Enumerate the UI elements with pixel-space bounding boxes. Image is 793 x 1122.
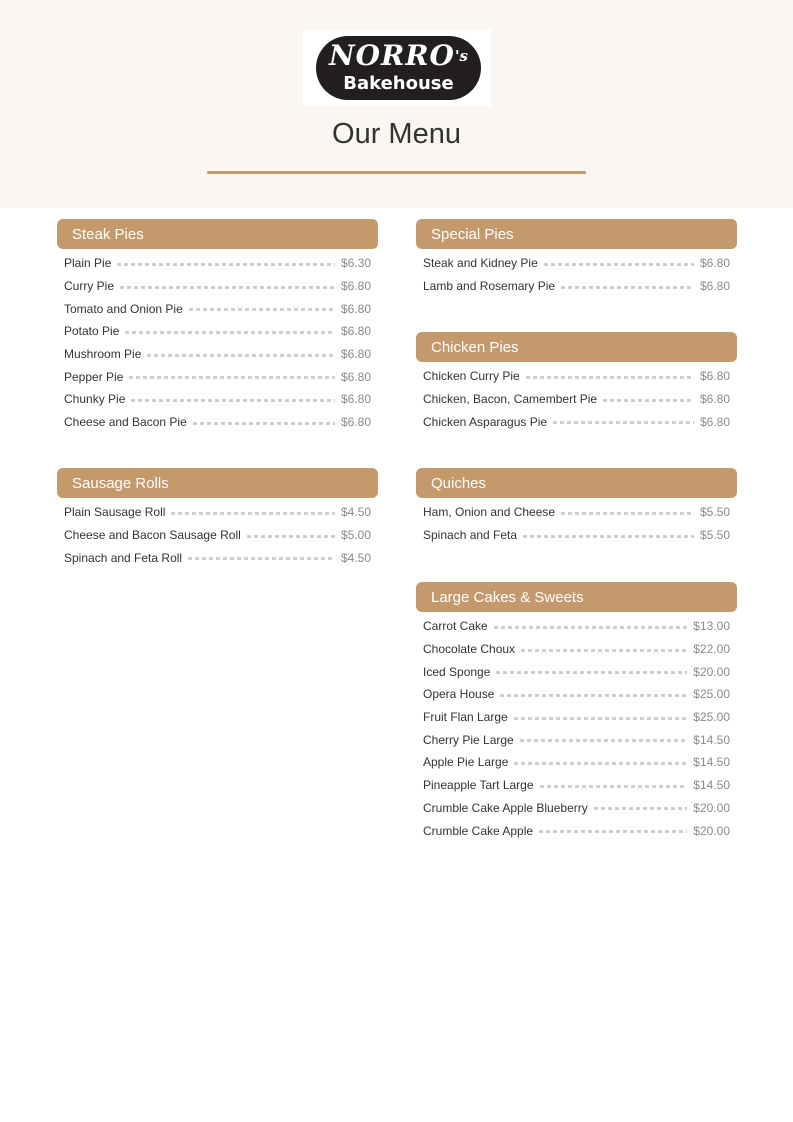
logo-badge — [316, 36, 481, 100]
dot-leader — [120, 286, 335, 289]
item-name: Pineapple Tart Large — [423, 778, 534, 793]
item-price: $6.80 — [340, 347, 371, 362]
dot-leader — [188, 557, 335, 560]
item-price: $6.80 — [340, 415, 371, 430]
item-price: $5.50 — [699, 505, 730, 520]
section-heading: Quiches — [416, 468, 737, 498]
menu-item — [416, 410, 737, 433]
item-name: Spinach and Feta — [423, 528, 518, 543]
item-price: $5.00 — [340, 528, 371, 543]
dot-leader — [523, 535, 694, 538]
section-quiches — [416, 468, 737, 546]
page-header — [0, 0, 793, 208]
item-price: $6.80 — [340, 301, 371, 316]
item-price: $14.50 — [693, 778, 730, 793]
item-name: Mushroom Pie — [64, 347, 142, 362]
dot-leader — [147, 354, 335, 357]
item-price: $6.80 — [699, 392, 730, 407]
item-price: $4.50 — [340, 505, 371, 520]
dot-leader — [561, 286, 694, 289]
item-price: $20.00 — [693, 800, 730, 815]
item-name: Curry Pie — [64, 279, 115, 294]
menu-item — [416, 706, 737, 729]
item-name: Tomato and Onion Pie — [64, 301, 183, 316]
section-sausage-rolls — [57, 468, 378, 569]
menu-item — [416, 501, 737, 524]
dot-leader — [171, 512, 335, 515]
dot-leader — [594, 807, 688, 810]
dot-leader — [544, 263, 694, 266]
item-name: Chicken, Bacon, Camembert Pie — [423, 392, 598, 407]
item-price: $6.80 — [699, 414, 730, 429]
menu-item — [57, 524, 378, 547]
menu-item — [57, 546, 378, 569]
dot-leader — [131, 399, 335, 402]
section-heading: Large Cakes & Sweets — [416, 582, 737, 612]
menu-item — [416, 751, 737, 774]
item-name: Chunky Pie — [64, 392, 126, 407]
dot-leader — [514, 717, 688, 720]
item-name: Steak and Kidney Pie — [423, 256, 538, 271]
menu-item — [416, 797, 737, 820]
item-price: $20.00 — [693, 664, 730, 679]
item-price: $22.00 — [693, 642, 730, 657]
menu-item — [416, 660, 737, 683]
menu-item — [57, 297, 378, 320]
menu-item — [57, 320, 378, 343]
item-price: $6.80 — [699, 279, 730, 294]
section-heading: Sausage Rolls — [57, 468, 378, 498]
item-name: Chicken Asparagus Pie — [423, 414, 548, 429]
item-price: $14.50 — [693, 732, 730, 747]
item-price: $6.80 — [340, 392, 371, 407]
item-price: $6.80 — [340, 279, 371, 294]
item-name: Carrot Cake — [423, 619, 488, 634]
section-heading: Special Pies — [416, 219, 737, 249]
dot-leader — [189, 308, 335, 311]
menu-item — [416, 774, 737, 797]
item-name: Cheese and Bacon Pie — [64, 415, 187, 430]
dot-leader — [496, 671, 687, 674]
dot-leader — [526, 376, 694, 379]
item-name: Cherry Pie Large — [423, 732, 514, 747]
menu-item — [416, 388, 737, 411]
dot-leader — [514, 762, 687, 765]
item-name: Ham, Onion and Cheese — [423, 505, 556, 520]
section-steak-pies — [57, 219, 378, 434]
menu-item — [57, 343, 378, 366]
menu-item — [416, 819, 737, 842]
menu-item — [416, 524, 737, 547]
item-name: Plain Pie — [64, 256, 112, 271]
item-price: $4.50 — [340, 550, 371, 565]
item-name: Cheese and Bacon Sausage Roll — [64, 528, 241, 543]
section-heading: Steak Pies — [57, 219, 378, 249]
item-name: Crumble Cake Apple — [423, 823, 534, 838]
item-name: Lamb and Rosemary Pie — [423, 279, 556, 294]
logo-subtitle: Bakehouse — [343, 73, 454, 94]
item-price: $5.50 — [699, 528, 730, 543]
section-large-cakes-sweets — [416, 582, 737, 842]
menu-item — [57, 411, 378, 434]
dot-leader — [193, 422, 335, 425]
dot-leader — [117, 263, 335, 266]
menu-item — [57, 388, 378, 411]
item-name: Spinach and Feta Roll — [64, 550, 183, 565]
page-title: Our Menu — [332, 118, 461, 150]
section-chicken-pies — [416, 332, 737, 433]
dot-leader — [561, 512, 694, 515]
item-name: Opera House — [423, 687, 495, 702]
dot-leader — [500, 694, 687, 697]
item-name: Chocolate Choux — [423, 642, 516, 657]
dot-leader — [494, 626, 688, 629]
dot-leader — [521, 649, 687, 652]
menu-item — [416, 638, 737, 661]
item-name: Potato Pie — [64, 324, 120, 339]
item-name: Plain Sausage Roll — [64, 505, 166, 520]
menu-item — [57, 501, 378, 524]
dot-leader — [129, 376, 335, 379]
item-name: Crumble Cake Apple Blueberry — [423, 800, 588, 815]
item-price: $20.00 — [693, 823, 730, 838]
menu-item — [57, 365, 378, 388]
menu-item — [416, 252, 737, 275]
item-name: Chicken Curry Pie — [423, 369, 520, 384]
dot-leader — [539, 830, 687, 833]
dot-leader — [540, 785, 688, 788]
item-name: Fruit Flan Large — [423, 710, 508, 725]
item-price: $25.00 — [693, 687, 730, 702]
menu-item — [416, 365, 737, 388]
section-special-pies — [416, 219, 737, 297]
menu-item — [416, 728, 737, 751]
title-divider — [207, 171, 586, 174]
menu-item — [416, 683, 737, 706]
item-name: Iced Sponge — [423, 664, 491, 679]
item-price: $14.50 — [693, 755, 730, 770]
bakery-logo — [303, 30, 491, 106]
dot-leader — [247, 535, 335, 538]
dot-leader — [125, 331, 335, 334]
item-price: $6.80 — [699, 369, 730, 384]
item-price: $6.80 — [340, 324, 371, 339]
logo-wordmark: $NORRO^{'s}$ — [329, 39, 468, 72]
item-price: $6.80 — [340, 369, 371, 384]
dot-leader — [603, 399, 694, 402]
item-price: $25.00 — [693, 710, 730, 725]
item-name: Apple Pie Large — [423, 755, 509, 770]
menu-item — [57, 275, 378, 298]
menu-item — [416, 615, 737, 638]
item-price: $6.80 — [699, 256, 730, 271]
section-heading: Chicken Pies — [416, 332, 737, 362]
menu-item — [57, 252, 378, 275]
item-price: $13.00 — [693, 619, 730, 634]
dot-leader — [553, 421, 694, 424]
menu-item — [416, 275, 737, 298]
item-name: Pepper Pie — [64, 369, 124, 384]
dot-leader — [520, 739, 688, 742]
item-price: $6.30 — [340, 256, 371, 271]
